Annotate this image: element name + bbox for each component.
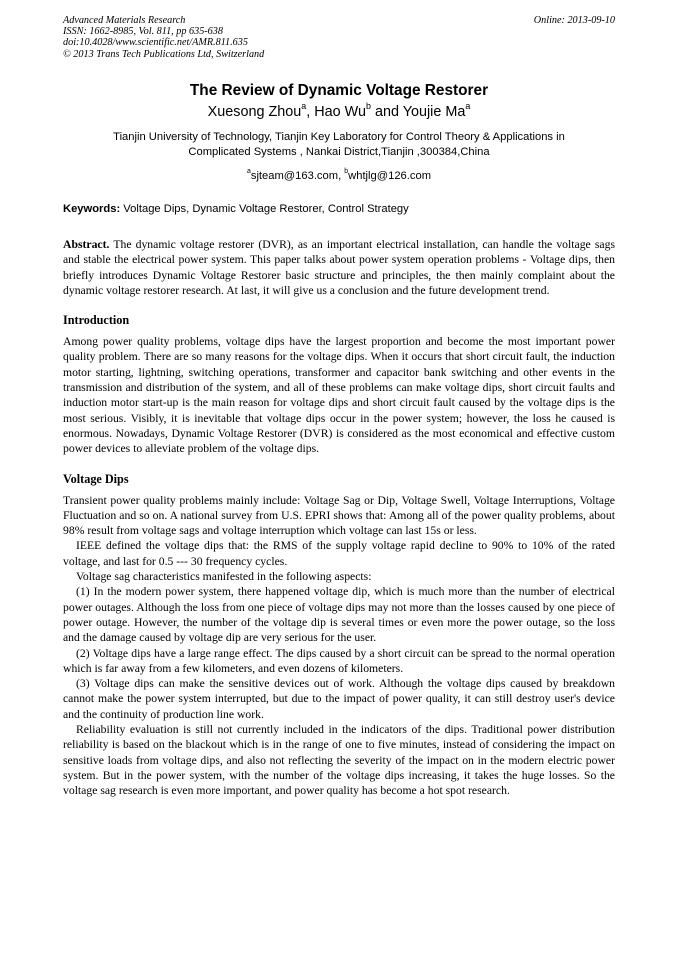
doi-line: doi:10.4028/www.scientific.net/AMR.811.635 [63,37,248,49]
abstract-label: Abstract. [63,238,110,251]
keywords-label: Keywords: [63,203,121,215]
author-affil-mark: a [301,100,307,111]
author-list [40,100,638,121]
paper-title: The Review of Dynamic Voltage Restorer [189,82,489,99]
email-link[interactable]: whtjlg@126.com [348,170,432,182]
voltage-dips-paragraph: (1) In the modern power system, there happened voltage dip, which is much more than the number of electrical power outages. Although the loss from one piece of voltage dips may not more than the losses caused by one piece of power outage. However, the number of the voltage dip is several times or even more the power outage, so the loss and the damage caused by voltage dip are very serious for the user. [63,585,615,645]
voltage-dips-paragraph: Reliability evaluation is still not currently included in the indicators of the dips. Traditional power distribution reliability is based on the blackout which is in the range of one to five minutes, instead of considering the impact on sensitive loads from voltage dips, and also not reflecting the severity of the impact on in the modern electric power system. But in the power system, with the number of the voltage dips increasing, it takes the huge losses. So the voltage sag research is even more important, and power quality has become a hot spot research. [63,723,615,798]
email-link[interactable]: sjteam@163.com [250,170,339,182]
voltage-dips-paragraph: IEEE defined the voltage dips that: the RMS of the supply voltage rapid decline to 90% to 10% of the rated voltage, and last for 0.5 --- 30 frequency cycles. [63,539,615,568]
keywords-text: Voltage Dips, Dynamic Voltage Restorer, Control Strategy [120,203,409,215]
author-separator: and [370,104,403,120]
author-separator: , [306,104,315,120]
author-affil-mark: a [465,100,471,111]
abstract [63,237,615,298]
author-name: Hao Wu [314,104,366,120]
journal-name: Advanced Materials Research [63,15,186,26]
affiliation-line: Complicated Systems , Nankai District,Tianjin ,300384,China [188,146,490,158]
journal-header [63,15,615,60]
abstract-text: The dynamic voltage restorer (DVR), as an important electrical installation, can handle the voltage sags and stable the electrical power system. This paper talks about power system operation problems - Voltage dips, then briefly introduces Dynamic Voltage Restorer basic structure and principles, the then mainly complaint about the dynamic voltage restorer research. At last, it will give us a conclusion and the future development trend. [63,238,615,297]
introduction-paragraph: Among power quality problems, voltage dips have the largest proportion and become the most important power quality problem. There are so many reasons for the voltage dips. When it occurs that short circuit fault, the induction motor starting, lightning, switching operations, transformer and capacitor bank switching and other events in the transmission and distribution of the system, and all of these problems can make voltage dips, short circuit faults and induction motor start-up is the main reason for voltage dips and short circuit fault caused by the voltage dips is the most serious. Visibly, it is inevitable that voltage dips occur in the power system; however, the loss he caused is enormous. Nowadays, Dynamic Voltage Restorer (DVR) is considered as the most economical and effective custom power devices to alleviate problem of the voltage dips. [63,335,615,456]
voltage-dips-paragraph: Transient power quality problems mainly include: Voltage Sag or Dip, Voltage Swell, Voltage Interruptions, Voltage Fluctuation and so on. A national survey from U.S. EPRI shows that: Among all of the power quality problems, about 98% result from voltage sags and voltage interruption which voltage can last 15s or less. [63,493,615,538]
author-emails [40,169,638,183]
email-mark: a [246,168,251,176]
author-name: Xuesong Zhou [207,104,302,120]
voltage-dips-paragraph: Voltage sag characteristics manifested in the following aspects: [76,570,372,584]
section-heading-introduction: Introduction [63,313,130,328]
issn-line: ISSN: 1662-8985, Vol. 811, pp 635-638 [63,26,223,38]
copyright-line: © 2013 Trans Tech Publications Ltd, Switzerland [63,48,265,60]
voltage-dips-paragraph: (3) Voltage dips can make the sensitive devices out of work. Although the voltage dips caused by breakdown cannot make the power system interrupted, but due to the impact of power quality, it can still destroy user's device and the continuity of production line work. [63,677,615,721]
voltage-dips-paragraph: (2) Voltage dips have a large range effect. The dips caused by a short circuit can be spread to the normal operation which is far away from a few kilometers, and even dozens of kilometers. [63,646,615,675]
email-separator: , [338,170,345,182]
author-name: Youjie Ma [402,104,466,120]
paper-body [63,237,615,799]
keywords [63,202,615,216]
section-heading-voltage-dips: Voltage Dips [63,471,129,486]
title-block [40,82,638,183]
email-mark: b [344,168,349,176]
author-affil-mark: b [365,100,371,111]
affiliation-line: Tianjin University of Technology, Tianjin Key Laboratory for Control Theory & Applications in [113,131,565,143]
affiliation [40,130,638,160]
online-date: Online: 2013-09-10 [533,15,615,26]
